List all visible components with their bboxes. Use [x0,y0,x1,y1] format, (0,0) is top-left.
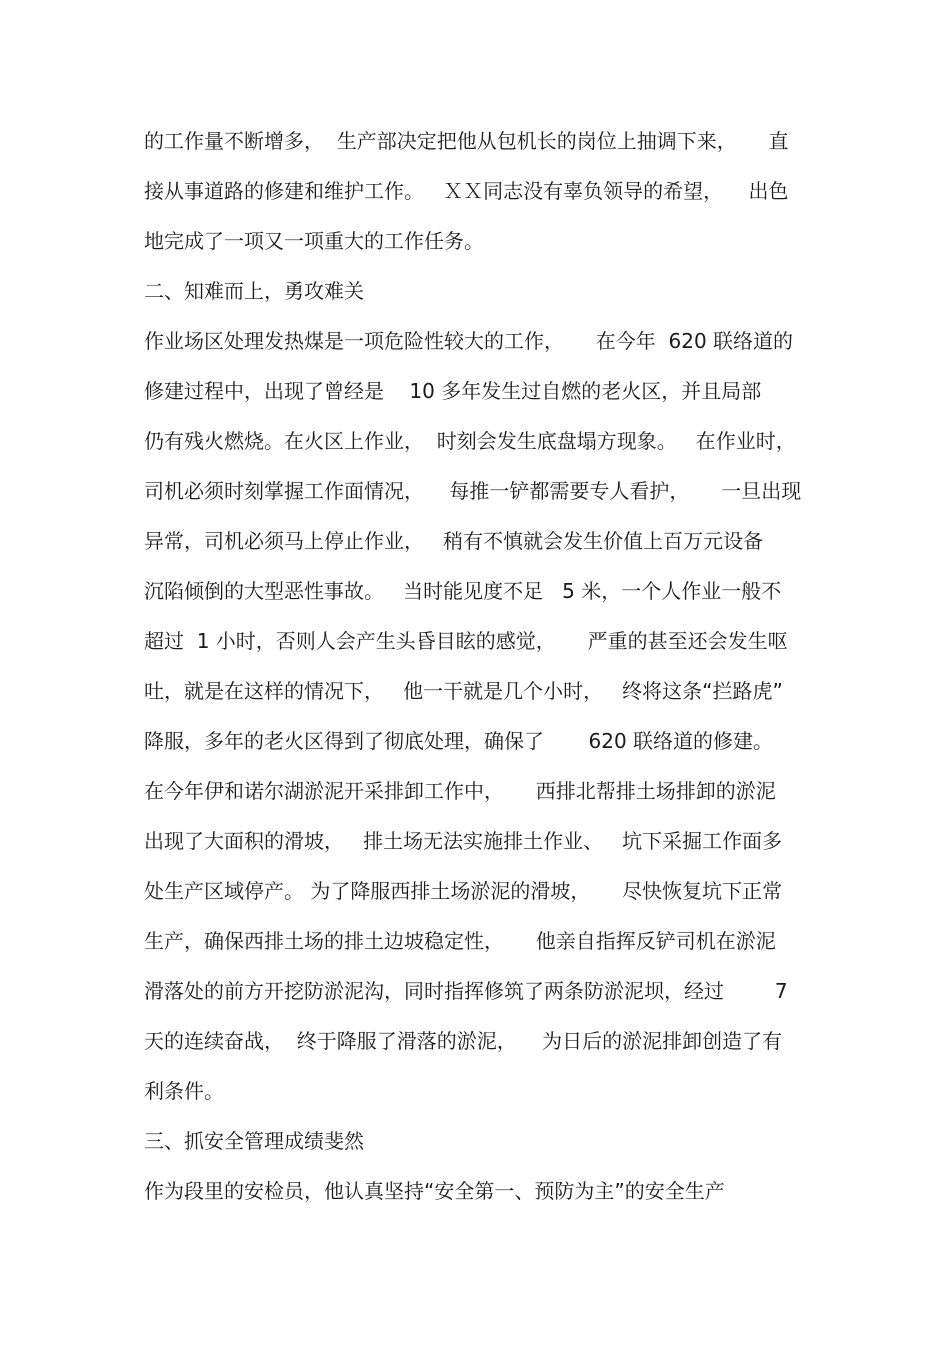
text-line: 出现了大面积的滑坡， 排土场无法实施排土作业、 坑下采掘工作面多 [144,829,783,853]
text-line: 修建过程中，出现了曾经是 10 多年发生过自燃的老火区，并且局部 [144,379,762,403]
text-line: 超过 1 小时，否则人会产生头昏目眩的感觉， 严重的甚至还会发生呕 [144,629,788,653]
text-line: 在今年伊和诺尔湖淤泥开采排卸工作中， 西排北帮排土场排卸的淤泥 [144,779,776,803]
section-heading: 二、知难而上，勇攻难关 [144,279,364,303]
text-line: 的工作量不断增多， 生产部决定把他从包机长的岗位上抽调下来， 直 [144,129,789,153]
text-line: 处生产区域停产。 为了降服西排土场淤泥的滑坡， 尽快恢复坑下正常 [144,879,783,903]
text-line: 作业场区处理发热煤是一项危险性较大的工作， 在今年 620 联络道的 [144,329,794,353]
text-line: 天的连续奋战， 终于降服了滑落的淤泥， 为日后的淤泥排卸创造了有 [144,1029,783,1053]
text-line: 司机必须时刻掌握工作面情况， 每推一铲都需要专人看护， 一旦出现 [144,479,802,503]
text-line: 接从事道路的修建和维护工作。 ＸＸ同志没有辜负领导的希望， 出色 [144,179,789,203]
text-line: 地完成了一项又一项重大的工作任务。 [144,229,484,253]
text-line: 沉陷倾倒的大型恶性事故。 当时能见度不足 5 米，一个人作业一般不 [144,579,782,603]
text-line: 滑落处的前方开挖防淤泥沟，同时指挥修筑了两条防淤泥坝，经过 7 [144,979,788,1003]
text-line: 仍有残火燃烧。在火区上作业， 时刻会发生底盘塌方现象。 在作业时， [144,429,796,453]
text-line: 作为段里的安检员，他认真坚持“安全第一、预防为主”的安全生产 [144,1179,725,1203]
text-line: 吐，就是在这样的情况下， 他一干就是几个小时， 终将这条“拦路虎” [144,679,783,703]
text-line: 异常，司机必须马上停止作业， 稍有不慎就会发生价值上百万元设备 [144,529,764,553]
text-line: 利条件。 [144,1079,224,1103]
section-heading: 三、抓安全管理成绩斐然 [144,1129,364,1153]
text-line: 降服，多年的老火区得到了彻底处理，确保了 620 联络道的修建。 [144,729,774,753]
text-line: 生产，确保西排土场的排土边坡稳定性， 他亲自指挥反铲司机在淤泥 [144,929,776,953]
